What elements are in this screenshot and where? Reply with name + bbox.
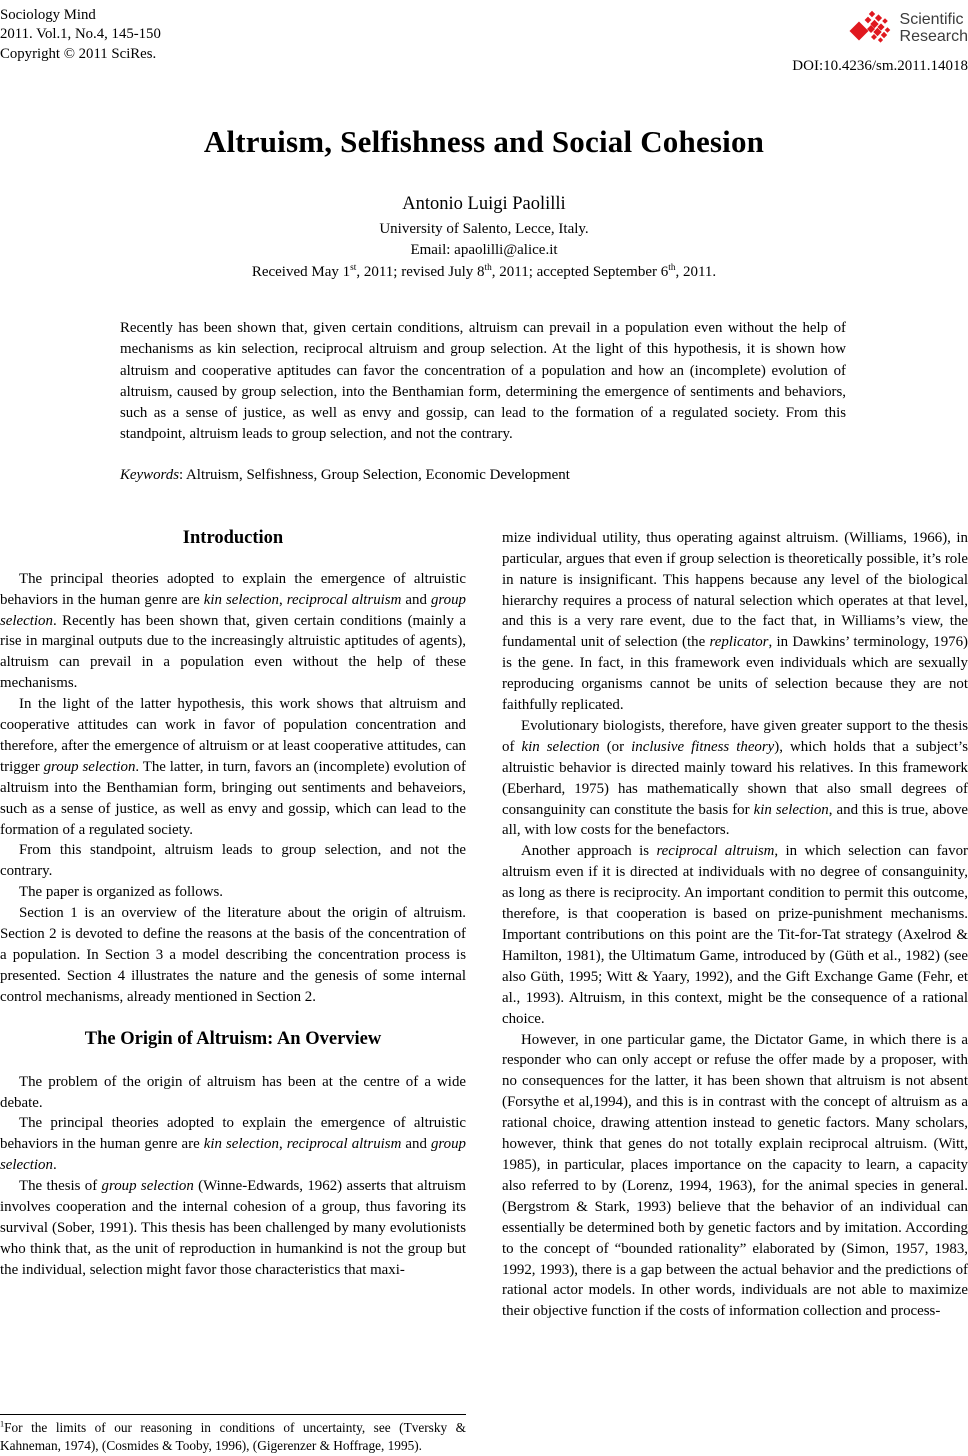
right-paragraph-2: Evolutionary biologists, therefore, have given greater support to the thesis of kin selection (or inclusive fitness theory), which holds that a subject’s altruistic behavior is directed mainly toward his relatives. In this framework (Eberhard, 1975) has mathematically shown that also small degrees of consanguinity can constitute the basis for kin selection, and this is true, above all, with low costs for the benefactors. [502, 717, 968, 839]
logo-word-research: Research [899, 27, 968, 45]
origin-paragraph-3: The thesis of group selection (Winne-Edwards, 1962) asserts that altruism involves cooperation and the internal cohesion of a group, thus favoring its survival (Sober, 1991). This thesis has been challenged by many evolutionists who think that, as the unit of reproduction in humankind is not the group but the individual, selection might favor those characteristics that maxi- [0, 1178, 466, 1278]
received-dates: Received May 1st, 2011; revised July 8th, 2011; accepted September 6th, 2011. [251, 262, 717, 280]
intro-paragraph-3: From this standpoint, altruism leads to group selection, and not the contrary. [0, 842, 466, 880]
origin-paragraph-1: The problem of the origin of altruism has been at the centre of a wide debate. [0, 1073, 466, 1111]
section-heading-origin-of-altruism: The Origin of Altruism: An Overview [84, 1028, 382, 1049]
doi-line: DOI:10.4236/sm.2011.14018 [792, 58, 968, 74]
copyright-line: Copyright © 2011 SciRes. [0, 45, 157, 62]
abstract-text: Recently has been shown that, given certain conditions, altruism can prevail in a population even without the help of mechanisms as kin selection, reciprocal altruism and group selection. At the light of this hypothesis, it is shown how altruism and cooperative aptitudes can favor the concentration of a population and how an (incomplete) evolution of altruism, caused by group selection, into the Benthamian form, determining the emergence of sentiments and behaviors, such as a sense of justice, as well as envy and gossip, can lead to the formation of a regulated society. From this standpoint, altruism leads to group selection, and not the contrary. [120, 320, 846, 443]
section-heading-introduction: Introduction [182, 527, 284, 548]
right-paragraph-1: mize individual utility, thus operating against altruism. (Williams, 1966), in particular, argues that even if group selection is theoretically possible, it’s role in nature is insignificant. This happens because any level of the biological hierarchy requires a process of natural selection which operates at that level, and this is a very rare event, due to the fact that, in Williams’s view, the fundamental unit of selection (the replicator, in Dawkins’ terminology, 1976) is the gene. In fact, in this framework even individuals which are sexually reproducing organisms cannot be units of selection because they are not faithfully replicated. [502, 529, 968, 714]
footnote-text: $^1$For the limits of our reasoning in conditions of uncertainty, see (Tversky & Kahneman, 1974), (Cosmides & Tooby, 1996), (Gigerenzer & Hoffrage, 1995). [0, 1419, 466, 1454]
logo-word-scientific: Scientific [899, 11, 964, 28]
footnote-divider [0, 1414, 466, 1415]
author-email: Email: apaolilli@alice.it [410, 242, 558, 258]
paper-title: Altruism, Selfishness and Social Cohesion [203, 124, 765, 159]
author-block [0, 194, 968, 283]
publisher-block [792, 6, 968, 75]
right-column [502, 528, 968, 1456]
intro-paragraph-4: The paper is organized as follows. [19, 884, 223, 901]
left-column [0, 528, 466, 1456]
intro-paragraph-5: Section 1 is an overview of the literature about the origin of altruism. Section 2 is devoted to define the reasons at the basis of the concentration of a population. In Section 3 a model describing the concentration process is presented. Section 4 illustrates the nature and the genesis of some internal control mechanisms, already mentioned in Section 2. [0, 905, 466, 1005]
footnote-block [0, 1414, 466, 1456]
journal-info-block [0, 6, 161, 64]
right-paragraph-4: However, in one particular game, the Dictator Game, in which there is a responder who can only accept or refuse the offer made by a proposer, with no consequences for the latter, it has been shown that altruism is not absent (Forsythe et al,1994), and this is in contrast with the concept of altruism as a rational choice, drawing attention instead to genetic factors. Many scholars, however, think that genes do not totally explain reciprocal altruism. (Witt, 1985), in particular, places importance on the capacity to learn, a capacity also referred to by (Lorenz, 1994, 1963), for the animal species in general. (Bergstrom & Stark, 1993) believe that the behavior of an individual can essentially be determined both by genetic factors and by imitation. According to the concept of “bounded rationality” elaborated by (Simon, 1957, 1983, 1992, 1993), there is a gap between the actual behavior and the predictions of rational actor models. In other words, individuals are not able to maximize their objective function if the costs of information collection and process- [502, 1031, 968, 1320]
keywords-line: Keywords: Altruism, Selfishness, Group Selection, Economic Development [120, 466, 570, 483]
logo-diamonds-icon [848, 6, 895, 51]
journal-issue: 2011. Vol.1, No.4, 145-150 [0, 26, 161, 43]
right-paragraph-3: Another approach is reciprocal altruism, in which selection can favor altruism even if it is directed at individuals with no degree of consanguinity, as long as there is reciprocity. An important condition to permit this outcome, therefore, is that cooperation is based on prize-punishment mechanisms. Important contributions on this point are the Tit-for-Tat strategy (Axelrod & Hamilton, 1981), the Ultimatum Game, introduced by (Güth et al., 1982) (see also Güth, 1995; Witt & Yaary, 1992), and the Gift Exchange Game (Fehr, et al., 1993). Altruism, in this context, might be the consequence of a rational choice. [502, 843, 968, 1027]
logo-wordmark [900, 12, 968, 45]
scientific-research-logo [792, 6, 968, 51]
intro-paragraph-2: In the light of the latter hypothesis, this work shows that altruism and cooperative attitudes can work in favor of population concentration and therefore, after the emergence of altruism or at least cooperative attitudes, can trigger group selection. The latter, in turn, favors an (incomplete) evolution of altruism into the Benthamian form, bringing out sentiments and behaveiors, such as a sense of justice, as well as envy and gossip, which can lead to the formation of a regulated society. [0, 696, 466, 838]
intro-paragraph-1: The principal theories adopted to explain the emergence of altruistic behaviors in the human genre are kin selection, reciprocal altruism and group selection. Recently has been shown that, given certain conditions (mainly a rise in marginal outputs due to the increasingly altruistic aptitudes of agents), altruism can prevail in a population even without the help of these mechanisms. [0, 570, 466, 692]
journal-name: Sociology Mind [0, 7, 96, 23]
page-header [0, 0, 968, 75]
author-name: Antonio Luigi Paolilli [402, 194, 566, 214]
author-affiliation: University of Salento, Lecce, Italy. [379, 220, 589, 237]
origin-paragraph-2: The principal theories adopted to explain the emergence of altruistic behaviors in the human genre are kin selection, reciprocal altruism and group selection. [0, 1115, 466, 1174]
body-columns [0, 528, 968, 1456]
